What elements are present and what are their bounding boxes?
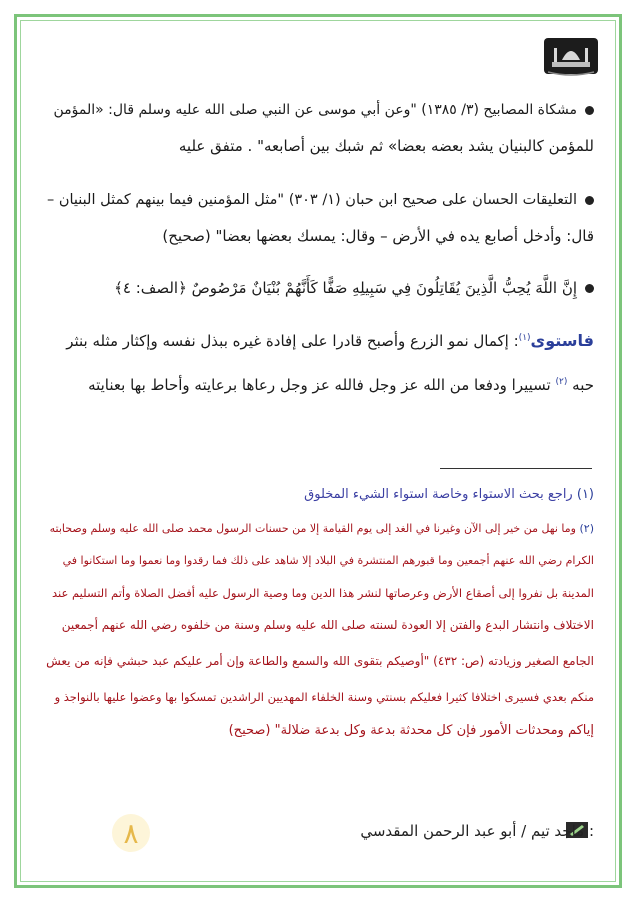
footnote-2-line1 [50,520,594,538]
bullet-2-line2: قال: وأدخل أصابع يده في الأرض – وقال: يمسك بعضها بعضا" (صحيح) [162,227,594,245]
footnote-divider [440,468,592,469]
footnote-2-line7: إياكم ومحدثات الأمور فإن كل محدثة بدعة وكل بدعة ضلالة" (صحيح) [228,723,594,738]
footnote-2-line5: الجامع الصغير وزيادته (ص: ٤٣٢) "أوصيكم بتقوى الله والسمع والطاعة وإن أمر عليكم عبد حبشي فإنه من يعش [46,654,594,668]
paragraph-label: فاستوى [530,331,594,350]
footnote-2-line6: منكم بعدي فسيرى اختلافا كثيرا فعليكم بسنتي وسنة الخلفاء المهديين الراشدين تمسكوا بها وعضوا عليها بالنواجذ و [54,690,594,704]
footnote-mark-2: (٢) [555,377,568,387]
paragraph-text-2b: تسييرا ودفعا من الله عز وجل فالله عز وجل رعاها برعايته وأحاط بها بعنايته [88,376,551,394]
bullet-1-line2: للمؤمن كالبنيان يشد بعضه بعضا» ثم شبك بين أصابعه" . متفق عليه [178,137,594,155]
paragraph-text-1: : إكمال نمو الزرع وأصبح قادرا على إفادة غيره ببذل نفسه وإكثار مثله بنثر [66,332,519,350]
footnote-1-number: (١) [576,487,594,502]
page-number-ornament [110,812,152,854]
footnote-2-line4: الاختلاف وانتشار البدع والفتن إلا العودة لسنته صلى الله عليه وسلم وسنة من خلفوه رضي الله عنهم أجمعين [61,618,594,632]
bullet-icon [585,106,594,115]
bullet-item-1 [54,100,594,120]
footnote-2-line3: المدينة بل نفروا إلى أصقاع الأرض وعرصاتها لنشر هذا الدين وما وصية الرسول عليه أفضل الصلاة وأتم التسليم عند [52,586,594,600]
footnote-1-text: راجع بحث الاستواء وخاصة استواء الشيء المخلوق [304,487,573,502]
bullet-2-line1: التعليقات الحسان على صحيح ابن حبان (١/ ٣٠٣) "مثل المؤمنين فيما بينهم كمثل البنيان – [47,192,577,208]
footnote-2-line2: الكرام رضي الله عنهم أجمعين وما قبورهم المنتشرة في البلاد إلا شاهد على ذلك فما رقدوا وما نعموا وما استكانوا في [62,554,594,567]
paragraph-line1 [66,328,594,351]
bullet-icon [585,284,594,293]
footnote-mark-1: (١) [518,333,531,343]
bullet-icon [585,196,594,205]
footnote-2-text-1: وما نهل من خير إلى الآن وغيرنا في الغد إلى يوم القيامة إلا من حسنات الرسول محمد صلى الله عليه وسلم وصحابته [49,522,576,535]
page-number: ٨ [123,817,139,850]
bullet-item-2 [47,190,594,210]
footnote-2-number: (٢) [579,522,594,535]
mosque-logo-icon [540,32,602,78]
bullet-item-3 [114,278,594,298]
bullet-1-line1: مشكاة المصابيح (٣/ ١٣٨٥) "وعن أبي موسى عن النبي صلى الله عليه وسلم قال: «المؤمن [53,102,577,118]
signature: : ماجد تيم / أبو عبد الرحمن المقدسي [360,822,594,840]
footnote-1 [304,486,594,504]
paragraph-text-2a: حبه [572,376,594,394]
paragraph-line2 [88,372,594,395]
bullet-3-line1: إِنَّ اللَّهَ يُحِبُّ الَّذِينَ يُقَاتِلُونَ فِي سَبِيلِهِ صَفًّا كَأَنَّهُمْ بُنْيَانٌ مَرْصُوصٌ ﴿الصف: ٤﴾ [114,279,577,297]
